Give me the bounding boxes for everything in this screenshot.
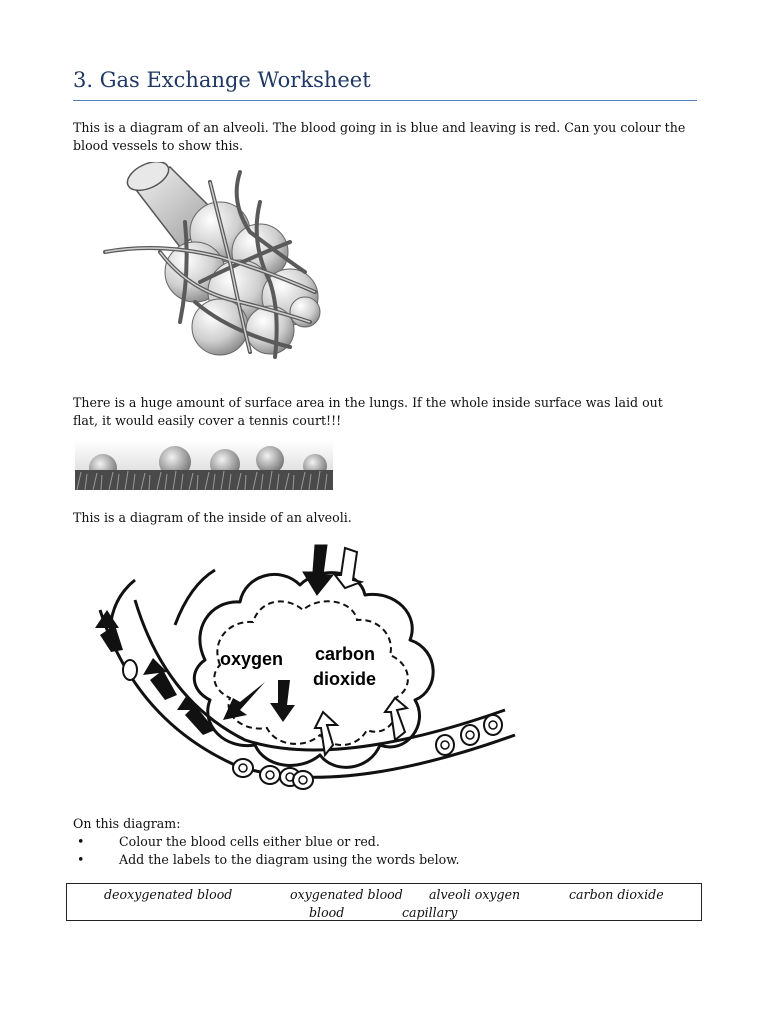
tennis-balls-on-grass-image (75, 440, 333, 490)
word-bank-term: alveoli oxygen (429, 887, 521, 902)
word-bank-line-2 (67, 904, 701, 922)
title-rule (73, 100, 697, 101)
word-bank-term: blood (309, 905, 345, 920)
alveoli-cluster-illustration (100, 162, 325, 362)
word-bank-term: deoxygenated blood (104, 887, 233, 902)
surface-line-1: There is a huge amount of surface area in the lungs. If the whole inside surface was laid out (73, 395, 663, 410)
word-bank-term: oxygenated blood (290, 887, 403, 902)
intro-line-1: This is a diagram of an alveoli. The blood going in is blue and leaving is red. Can you colour the (73, 120, 686, 135)
instruction-text: Colour the blood cells either blue or red. (119, 834, 380, 849)
word-bank-line-1 (67, 886, 701, 904)
diagram-label-carbon: carbon (315, 644, 376, 664)
instructions-heading: On this diagram: (73, 816, 181, 831)
diagram-label-oxygen: oxygen (220, 649, 284, 669)
inside-alveoli-caption: This is a diagram of the inside of an alveoli. (73, 510, 352, 525)
word-bank-term: carbon dioxide (569, 887, 664, 902)
instruction-item (73, 851, 460, 869)
surface-line-2: flat, it would easily cover a tennis court!!! (73, 412, 342, 428)
surface-area-paragraph (73, 394, 703, 429)
instructions-section (73, 815, 460, 869)
inside-alveoli-diagram (95, 540, 520, 810)
diagram-label-dioxide: dioxide (313, 669, 377, 689)
word-bank-box (66, 883, 702, 921)
word-bank-term: capillary (402, 905, 458, 920)
instruction-item (73, 833, 460, 851)
bullet-icon: • (77, 834, 85, 849)
intro-line-2: blood vessels to show this. (73, 137, 244, 153)
bullet-icon: • (77, 852, 85, 867)
page-title: 3. Gas Exchange Worksheet (73, 68, 371, 92)
instruction-text: Add the labels to the diagram using the words below. (119, 852, 460, 867)
intro-paragraph (73, 119, 703, 154)
